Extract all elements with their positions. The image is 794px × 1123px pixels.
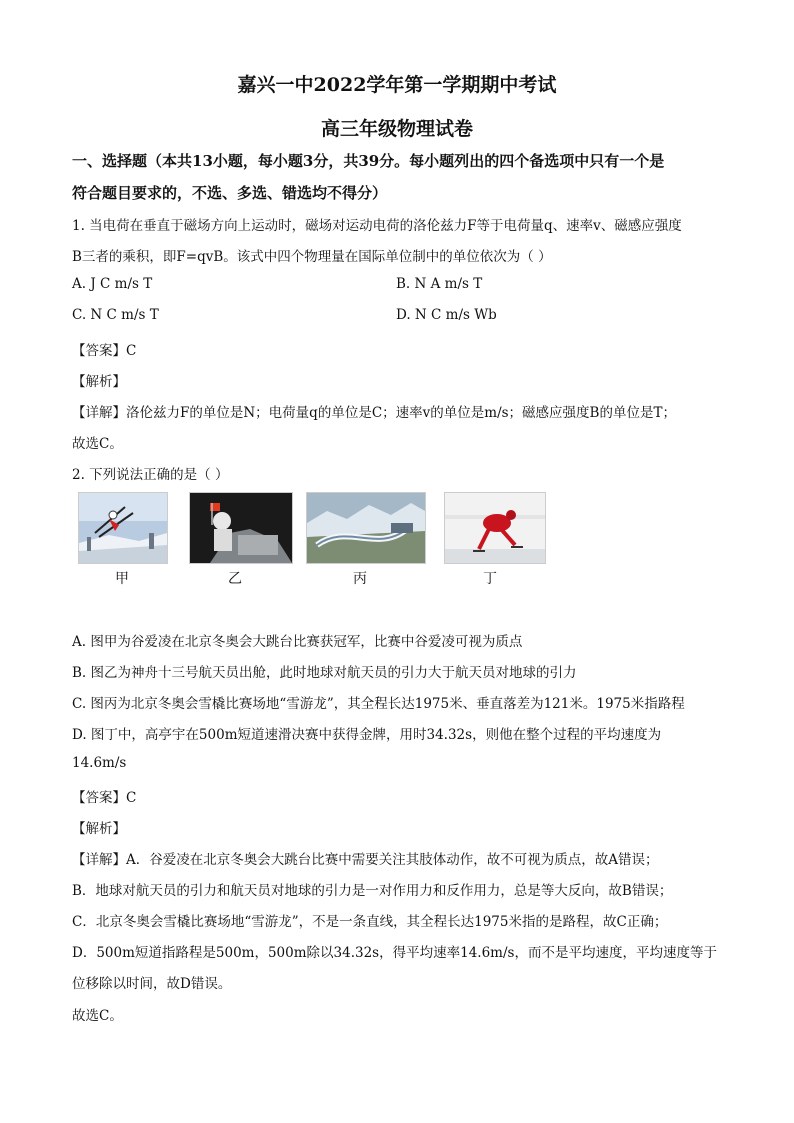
section-heading-line2: 符合题目要求的，不选、多选、错选均不得分） [72, 184, 388, 202]
q2-detail-line6: 故选C。 [72, 1008, 123, 1024]
q2-option-c: C. 图丙为北京冬奥会雪橇比赛场地“雪游龙”，其全程长达1975米、垂直落差为121米。1975米指路程 [72, 696, 685, 712]
q2-answer: 【答案】C [72, 790, 137, 806]
q2-option-b: B. 图乙为神舟十三号航天员出舱，此时地球对航天员的引力大于航天员对地球的引力 [72, 665, 577, 681]
q1-option-b: B. N A m/s T [396, 276, 483, 292]
q1-option-c: C. N C m/s T [72, 307, 159, 323]
figure-caption-jia: 甲 [115, 571, 129, 587]
q2-detail-line3: C．北京冬奥会雪橇比赛场地“雪游龙”，不是一条直线，其全程长达1975米指的是路程，故C正确； [72, 914, 668, 930]
q1-stem-line1: 1. 当电荷在垂直于磁场方向上运动时，磁场对运动电荷的洛伦兹力F等于电荷量q、速率v、磁感应强度 [72, 218, 682, 234]
figure-jia-ski-jump-photo [78, 492, 168, 564]
q1-option-d: D. N C m/s Wb [396, 307, 497, 323]
q1-analysis-label: 【解析】 [72, 374, 126, 390]
figure-ding-speed-skater-photo [444, 492, 546, 564]
q2-detail-line5: 位移除以时间，故D错误。 [72, 976, 232, 992]
q2-option-d-continued: 14.6m/s [72, 755, 127, 771]
figure-caption-yi: 乙 [228, 571, 242, 587]
q1-detail-line2: 故选C。 [72, 436, 123, 452]
q2-analysis-label: 【解析】 [72, 821, 126, 837]
q1-answer: 【答案】C [72, 343, 137, 359]
exam-subtitle: 高三年级物理试卷 [320, 118, 473, 140]
figure-yi-astronaut-photo [189, 492, 293, 564]
figure-caption-ding: 丁 [483, 571, 497, 587]
q2-detail-line2: B．地球对航天员的引力和航天员对地球的引力是一对作用力和反作用力，总是等大反向，故B错误； [72, 883, 673, 899]
q2-stem: 2. 下列说法正确的是（ ） [72, 467, 229, 483]
figure-caption-bing: 丙 [353, 571, 367, 587]
q2-detail-line1: 【详解】A．谷爱凌在北京冬奥会大跳台比赛中需要关注其肢体动作，故不可视为质点，故A错误； [72, 852, 659, 868]
q1-stem-line2: B三者的乘积，即F=qvB。该式中四个物理量在国际单位制中的单位依次为（ ） [72, 249, 552, 265]
q1-option-a: A. J C m/s T [72, 276, 153, 292]
figure-bing-sled-track-photo [306, 492, 426, 564]
q2-detail-line4: D．500m短道指路程是500m，500m除以34.32s，得平均速率14.6m/s，而不是平均速度，平均速度等于 [72, 945, 717, 961]
exam-title: 嘉兴一中2022学年第一学期期中考试 [237, 74, 557, 96]
section-heading-line1: 一、选择题（本共13小题，每小题3分，共39分。每小题列出的四个备选项中只有一个是 [72, 152, 665, 170]
q2-option-d: D. 图丁中，高亭宇在500m短道速滑决赛中获得金牌，用时34.32s，则他在整个过程的平均速度为 [72, 727, 662, 743]
q1-detail-line1: 【详解】洛伦兹力F的单位是N；电荷量q的单位是C；速率v的单位是m/s；磁感应强度B的单位是T； [72, 405, 676, 421]
q2-option-a: A. 图甲为谷爱凌在北京冬奥会大跳台比赛获冠军，比赛中谷爱凌可视为质点 [72, 634, 523, 650]
